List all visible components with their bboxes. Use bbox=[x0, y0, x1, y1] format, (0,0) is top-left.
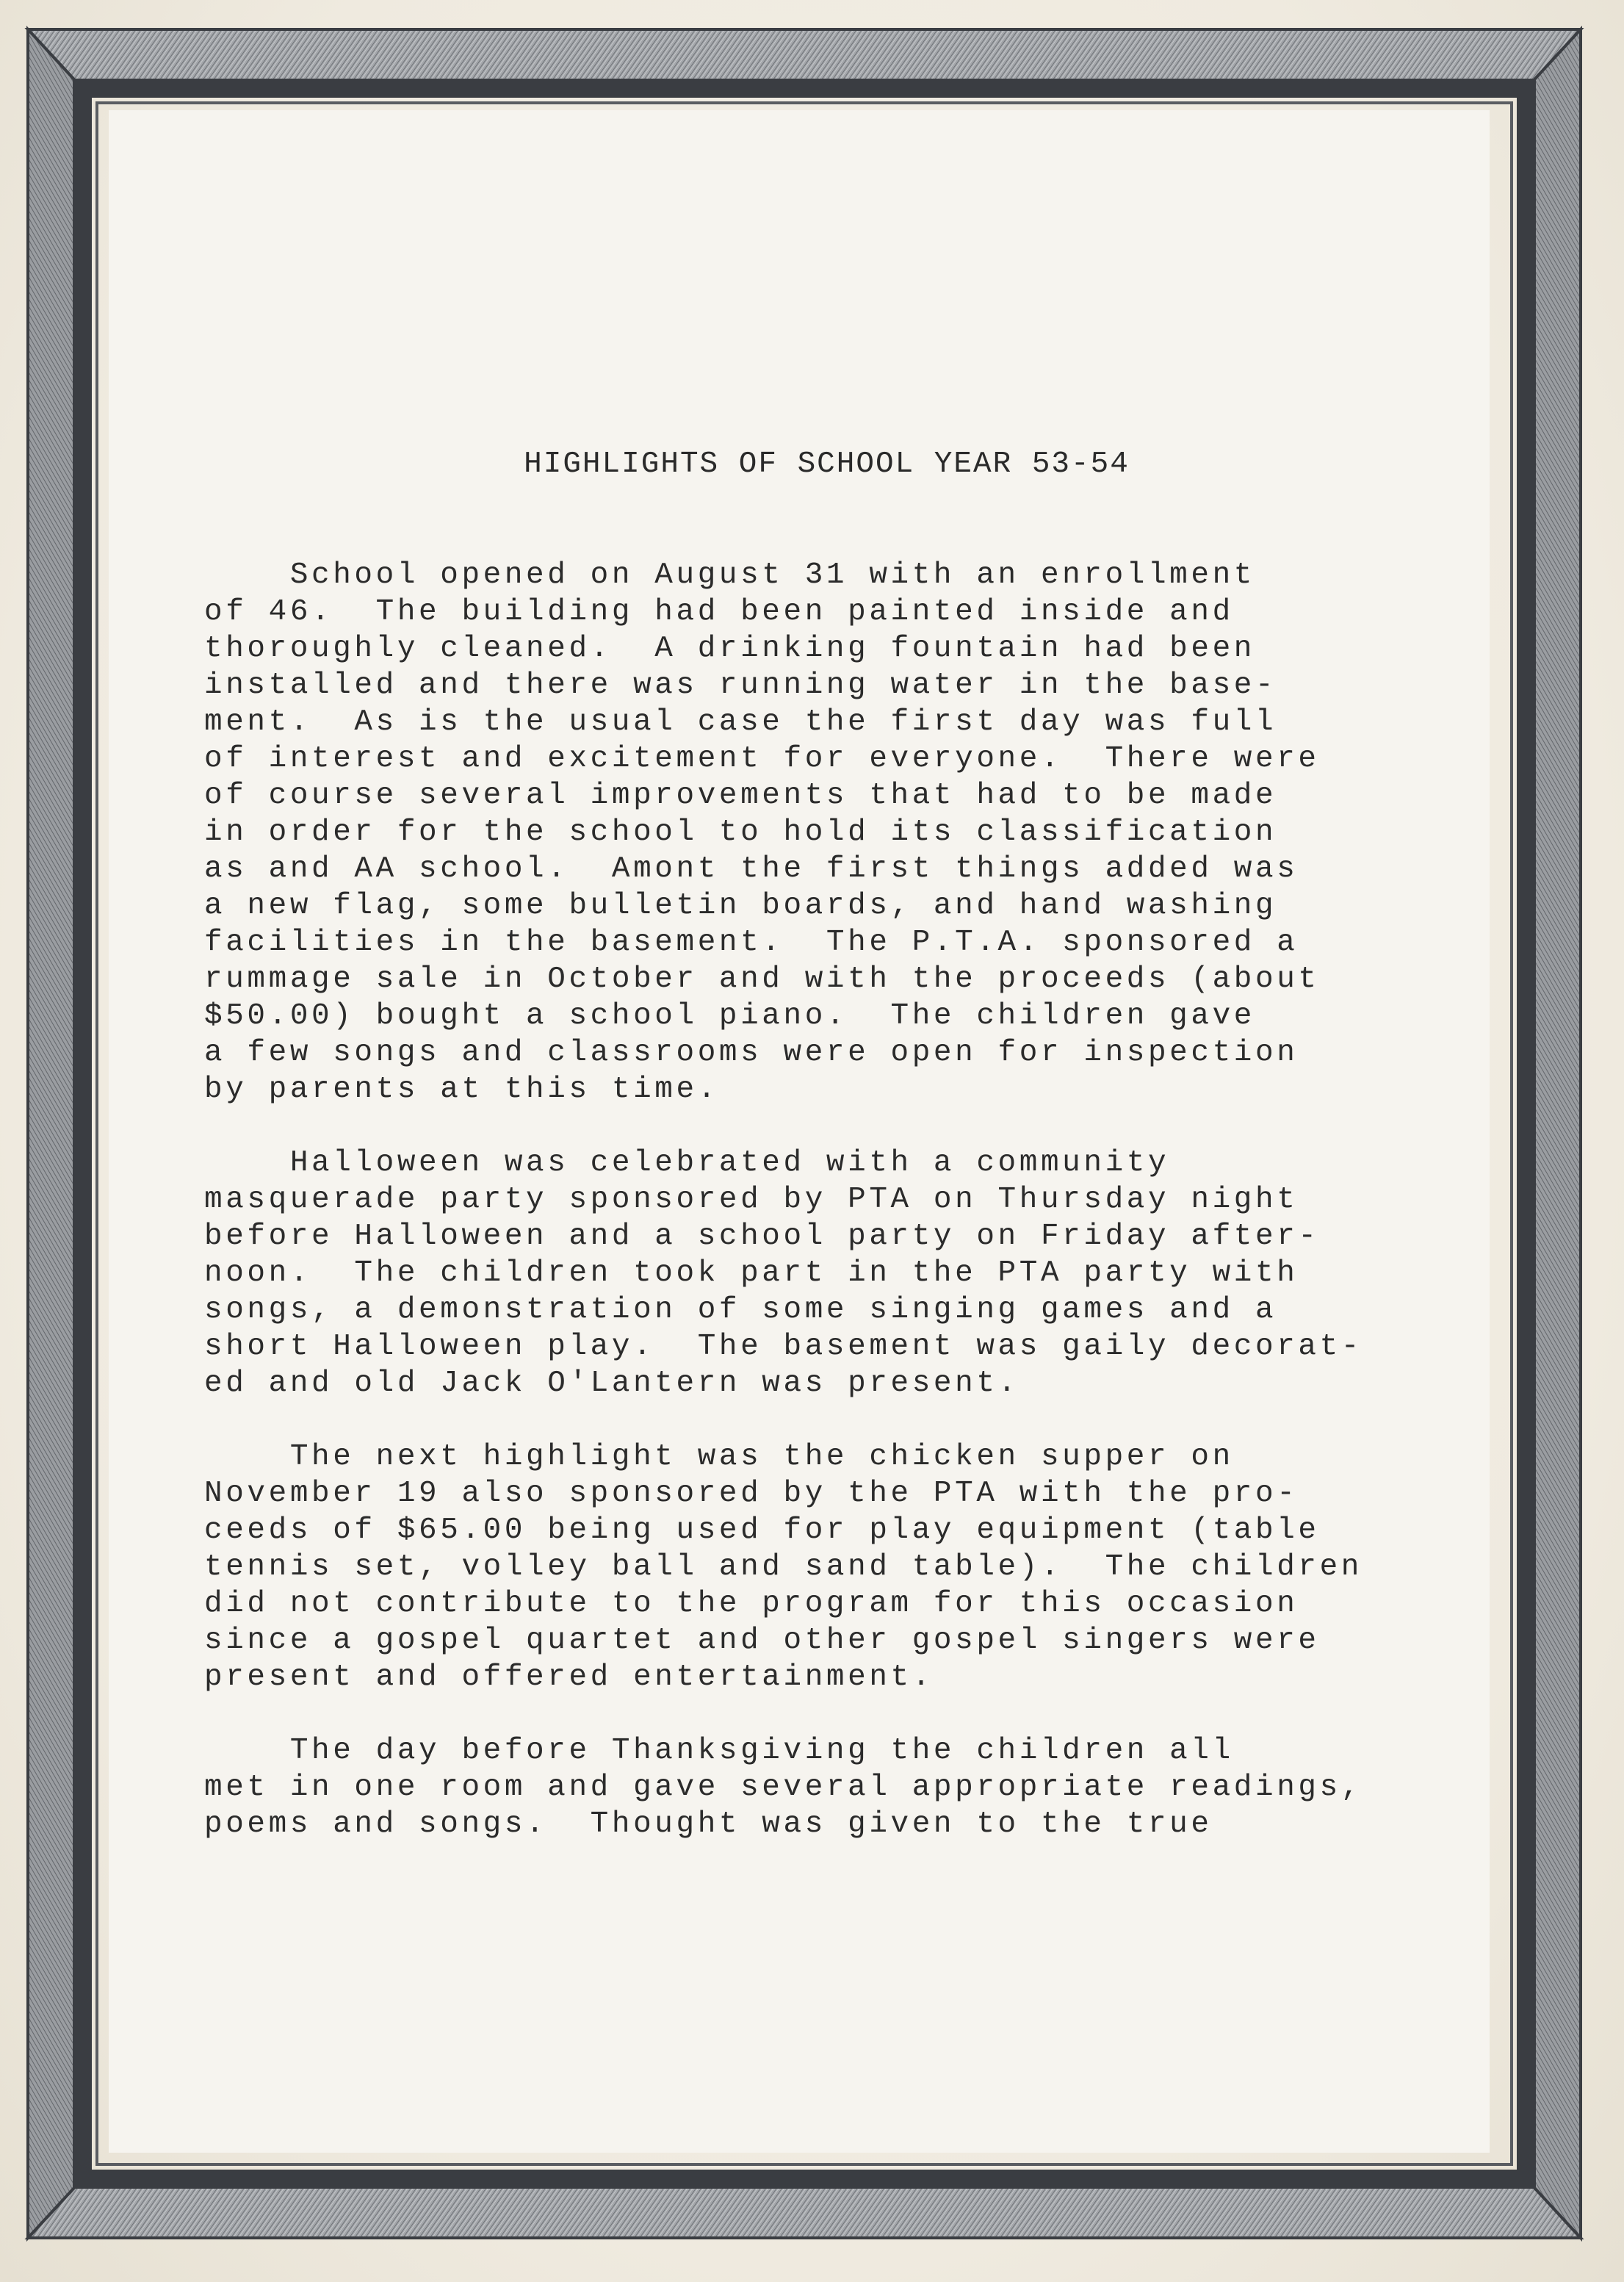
text-line: before Halloween and a school party on Friday after- bbox=[204, 1220, 1320, 1253]
text-line: songs, a demonstration of some singing games and a bbox=[204, 1293, 1277, 1327]
text-line: The next highlight was the chicken supper on bbox=[204, 1440, 1234, 1474]
text-line: a few songs and classrooms were open for inspection bbox=[204, 1036, 1299, 1070]
paragraph-thanksgiving bbox=[204, 1732, 1409, 1843]
page-title: HIGHLIGHTS OF SCHOOL YEAR 53-54 bbox=[524, 447, 1130, 481]
text-line: ed and old Jack O'Lantern was present. bbox=[204, 1367, 1019, 1400]
text-line: Halloween was celebrated with a community bbox=[204, 1146, 1170, 1180]
text-line: facilities in the basement. The P.T.A. sponsored a bbox=[204, 926, 1299, 960]
text-line: met in one room and gave several appropriate readings, bbox=[204, 1771, 1363, 1804]
text-line: present and offered entertainment. bbox=[204, 1660, 934, 1694]
text-line: since a gospel quartet and other gospel singers were bbox=[204, 1624, 1320, 1657]
text-line: noon. The children took part in the PTA party with bbox=[204, 1256, 1299, 1290]
text-line: poems and songs. Thought was given to the true bbox=[204, 1807, 1213, 1841]
text-line: of interest and excitement for everyone. There were bbox=[204, 742, 1320, 776]
frame-top-bevel bbox=[28, 29, 1581, 87]
text-line: by parents at this time. bbox=[204, 1073, 719, 1106]
text-line: thoroughly cleaned. A drinking fountain had been bbox=[204, 632, 1255, 666]
text-line: as and AA school. Amont the first things added was bbox=[204, 852, 1299, 886]
text-line: of 46. The building had been painted inside and bbox=[204, 595, 1234, 629]
text-line: of course several improvements that had to be made bbox=[204, 779, 1277, 813]
text-line: installed and there was running water in the base- bbox=[204, 669, 1277, 702]
text-line: masquerade party sponsored by PTA on Thursday night bbox=[204, 1183, 1299, 1217]
paragraph-halloween bbox=[204, 1145, 1409, 1402]
text-line: ceeds of $65.00 being used for play equipment (table bbox=[204, 1513, 1320, 1547]
text-line: rummage sale in October and with the proceeds (about bbox=[204, 962, 1320, 996]
text-line: in order for the school to hold its classification bbox=[204, 816, 1277, 849]
frame-bottom-bevel bbox=[28, 2181, 1581, 2238]
paragraph-chicken-supper bbox=[204, 1439, 1409, 1696]
text-line: short Halloween play. The basement was gaily decorat- bbox=[204, 1330, 1363, 1364]
text-line: School opened on August 31 with an enrollment bbox=[204, 558, 1255, 592]
paragraph-opening bbox=[204, 557, 1409, 1108]
text-line: November 19 also sponsored by the PTA with the pro- bbox=[204, 1477, 1299, 1511]
text-line: tennis set, volley ball and sand table). The children bbox=[204, 1550, 1363, 1584]
document-body bbox=[204, 557, 1409, 1879]
text-line: The day before Thanksgiving the children all bbox=[204, 1734, 1234, 1768]
text-line: $50.00) bought a school piano. The children gave bbox=[204, 999, 1255, 1033]
text-line: ment. As is the usual case the first day was full bbox=[204, 705, 1277, 739]
text-line: a new flag, some bulletin boards, and hand washing bbox=[204, 889, 1277, 923]
text-line: did not contribute to the program for this occasion bbox=[204, 1587, 1299, 1621]
